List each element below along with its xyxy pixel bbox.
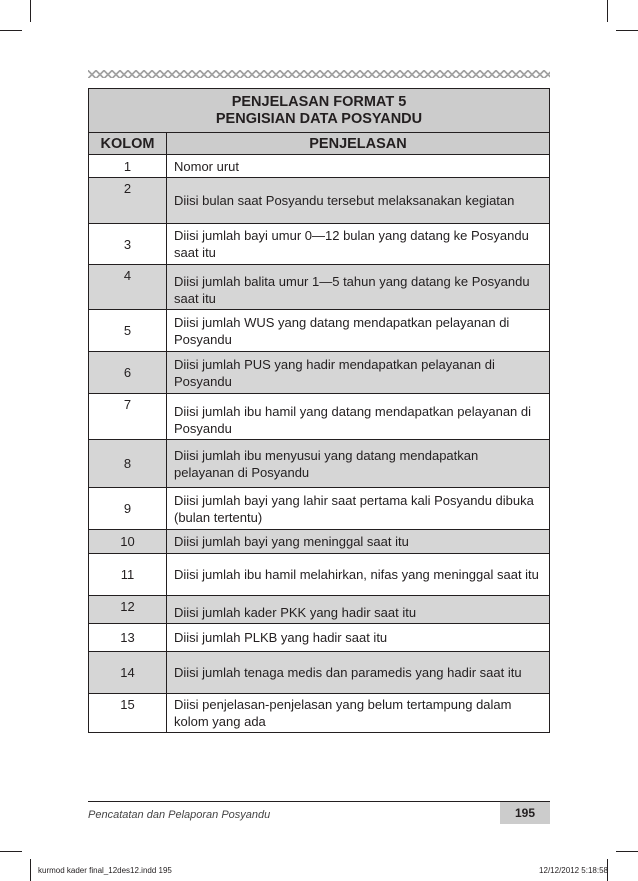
row-description: Diisi jumlah tenaga medis dan paramedis yang hadir saat itu: [174, 665, 522, 680]
row-description: Diisi jumlah PUS yang hadir mendapatkan pelayanan di Posyandu: [174, 356, 495, 389]
table-title-line2: PENGISIAN DATA POSYANDU: [215, 110, 423, 127]
row-number: 13: [89, 624, 167, 651]
table-row: [89, 652, 549, 694]
table-row: [89, 554, 549, 596]
row-description: Diisi jumlah bayi yang meninggal saat itu: [174, 534, 409, 549]
row-number: 7: [89, 394, 167, 439]
table-title-line1: PENJELASAN FORMAT 5: [231, 93, 407, 110]
row-description: Diisi jumlah bayi yang lahir saat pertama kali Posyandu dibuka (bulan tertentu): [174, 492, 534, 525]
row-number: 14: [89, 652, 167, 693]
row-description: Diisi jumlah kader PKK yang hadir saat itu: [174, 605, 417, 620]
footer-rule: [88, 801, 550, 802]
row-description: Diisi jumlah ibu hamil yang datang mendapatkan pelayanan di Posyandu: [174, 404, 532, 436]
row-number: 2: [89, 178, 167, 223]
row-description: Diisi bulan saat Posyandu tersebut melaksanakan kegiatan: [174, 193, 515, 208]
table-row: [89, 224, 549, 265]
page-number: 195: [500, 802, 550, 824]
row-number: 12: [89, 596, 167, 623]
crop-mark: [607, 0, 608, 22]
row-description: Diisi jumlah ibu hamil melahirkan, nifas yang meninggal saat itu: [174, 567, 539, 582]
slug-timestamp: 12/12/2012 5:18:58: [539, 866, 608, 875]
row-description: Diisi jumlah ibu menyusui yang datang mendapatkan pelayanan di Posyandu: [174, 447, 479, 480]
table-row: [89, 694, 549, 733]
explanation-table: [88, 88, 550, 733]
row-number: 5: [89, 310, 167, 351]
row-number: 11: [89, 554, 167, 595]
table-row: [89, 624, 549, 652]
table-title: [89, 89, 549, 133]
table-header-row: [89, 133, 549, 155]
footer-book-title: Pencatatan dan Pelaporan Posyandu: [88, 809, 271, 821]
table-row: [89, 440, 549, 488]
crop-mark: [30, 859, 31, 881]
row-description: Diisi jumlah WUS yang datang mendapatkan pelayanan di Posyandu: [174, 314, 510, 347]
row-description: Nomor urut: [174, 158, 240, 174]
row-number: 8: [89, 440, 167, 487]
row-number: 6: [89, 352, 167, 393]
row-number: 9: [89, 488, 167, 529]
crop-mark: [0, 30, 22, 31]
row-number: 1: [89, 155, 167, 177]
slug-file-info: kurmod kader final_12des12.indd 195: [38, 866, 172, 875]
table-row: [89, 155, 549, 178]
column-header-penjelasan: PENJELASAN: [309, 135, 407, 152]
row-number: 15: [89, 694, 167, 732]
crop-mark: [30, 0, 31, 22]
table-row: [89, 596, 549, 624]
row-number: 4: [89, 265, 167, 309]
decorative-border: [88, 70, 550, 78]
row-description: Diisi jumlah bayi umur 0—12 bulan yang datang ke Posyandu saat itu: [174, 228, 529, 260]
column-header-kolom: KOLOM: [89, 133, 167, 154]
table-row: [89, 488, 549, 530]
table-row: [89, 530, 549, 554]
crop-mark: [616, 851, 638, 852]
table-row: [89, 310, 549, 352]
row-description: Diisi penjelasan-penjelasan yang belum tertampung dalam kolom yang ada: [174, 697, 512, 729]
row-number: 3: [89, 224, 167, 264]
crop-mark: [0, 851, 22, 852]
table-row: [89, 394, 549, 440]
row-description: Diisi jumlah balita umur 1—5 tahun yang datang ke Posyandu saat itu: [174, 274, 530, 306]
table-row: [89, 352, 549, 394]
table-row: [89, 265, 549, 310]
row-description: Diisi jumlah PLKB yang hadir saat itu: [174, 630, 388, 645]
crop-mark: [616, 30, 638, 31]
row-number: 10: [89, 530, 167, 553]
table-row: [89, 178, 549, 224]
